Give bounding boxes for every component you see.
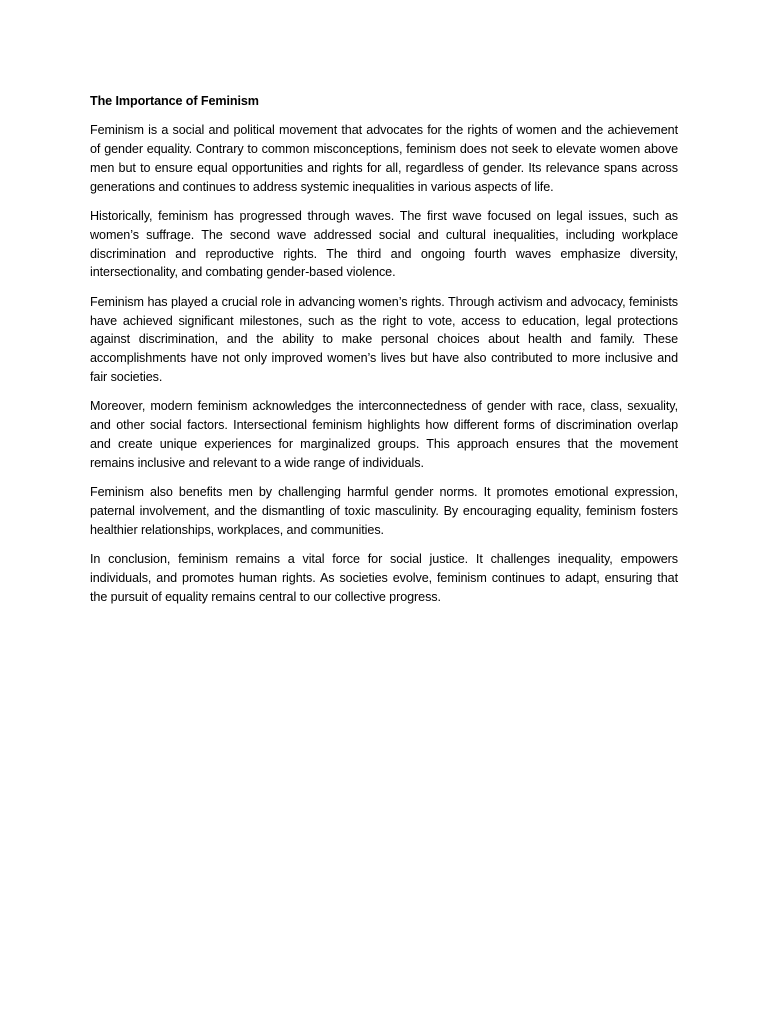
paragraph-introduction: Feminism is a social and political movement that advocates for the rights of women and the achievement of gender equality. Contrary to common misconceptions, feminism does not seek to elevate women above men but to ensure equal opportunities and rights for all, regardless of gender. Its relevance spans across generations and continues to address systemic inequalities in various aspects of life.: [90, 123, 678, 194]
paragraph-intersectionality: Moreover, modern feminism acknowledges the interconnectedness of gender with race, class, sexuality, and other social factors. Intersectional feminism highlights how different forms of discrimination overlap and create unique experiences for marginalized groups. This approach ensures that the movement remains inclusive and relevant to a wide range of individuals.: [90, 399, 678, 470]
paragraph-conclusion: In conclusion, feminism remains a vital force for social justice. It challenges inequality, empowers individuals, and promotes human rights. As societies evolve, feminism continues to adapt, ensuring that the pursuit of equality remains central to our collective progress.: [90, 552, 678, 604]
document-body: [90, 92, 678, 617]
paragraph-history: Historically, feminism has progressed through waves. The first wave focused on legal issues, such as women’s suffrage. The second wave addressed social and cultural inequalities, including workplace discrimination and reproductive rights. The third and ongoing fourth waves emphasize diversity, intersectionality, and combating gender-based violence.: [90, 208, 678, 280]
document-title: The Importance of Feminism: [90, 94, 259, 108]
paragraph-benefits-men: Feminism also benefits men by challenging harmful gender norms. It promotes emotional expression, paternal involvement, and the dismantling of toxic masculinity. By encouraging equality, feminism fosters healthier relationships, workplaces, and communities.: [90, 485, 678, 537]
paragraph-womens-rights: Feminism has played a crucial role in advancing women’s rights. Through activism and advocacy, feminists have achieved significant milestones, such as the right to vote, access to education, legal protections against discrimination, and the ability to make personal choices about health and family. These accomplishments have not only improved women’s lives but have also contributed to more inclusive and fair societies.: [90, 294, 678, 384]
